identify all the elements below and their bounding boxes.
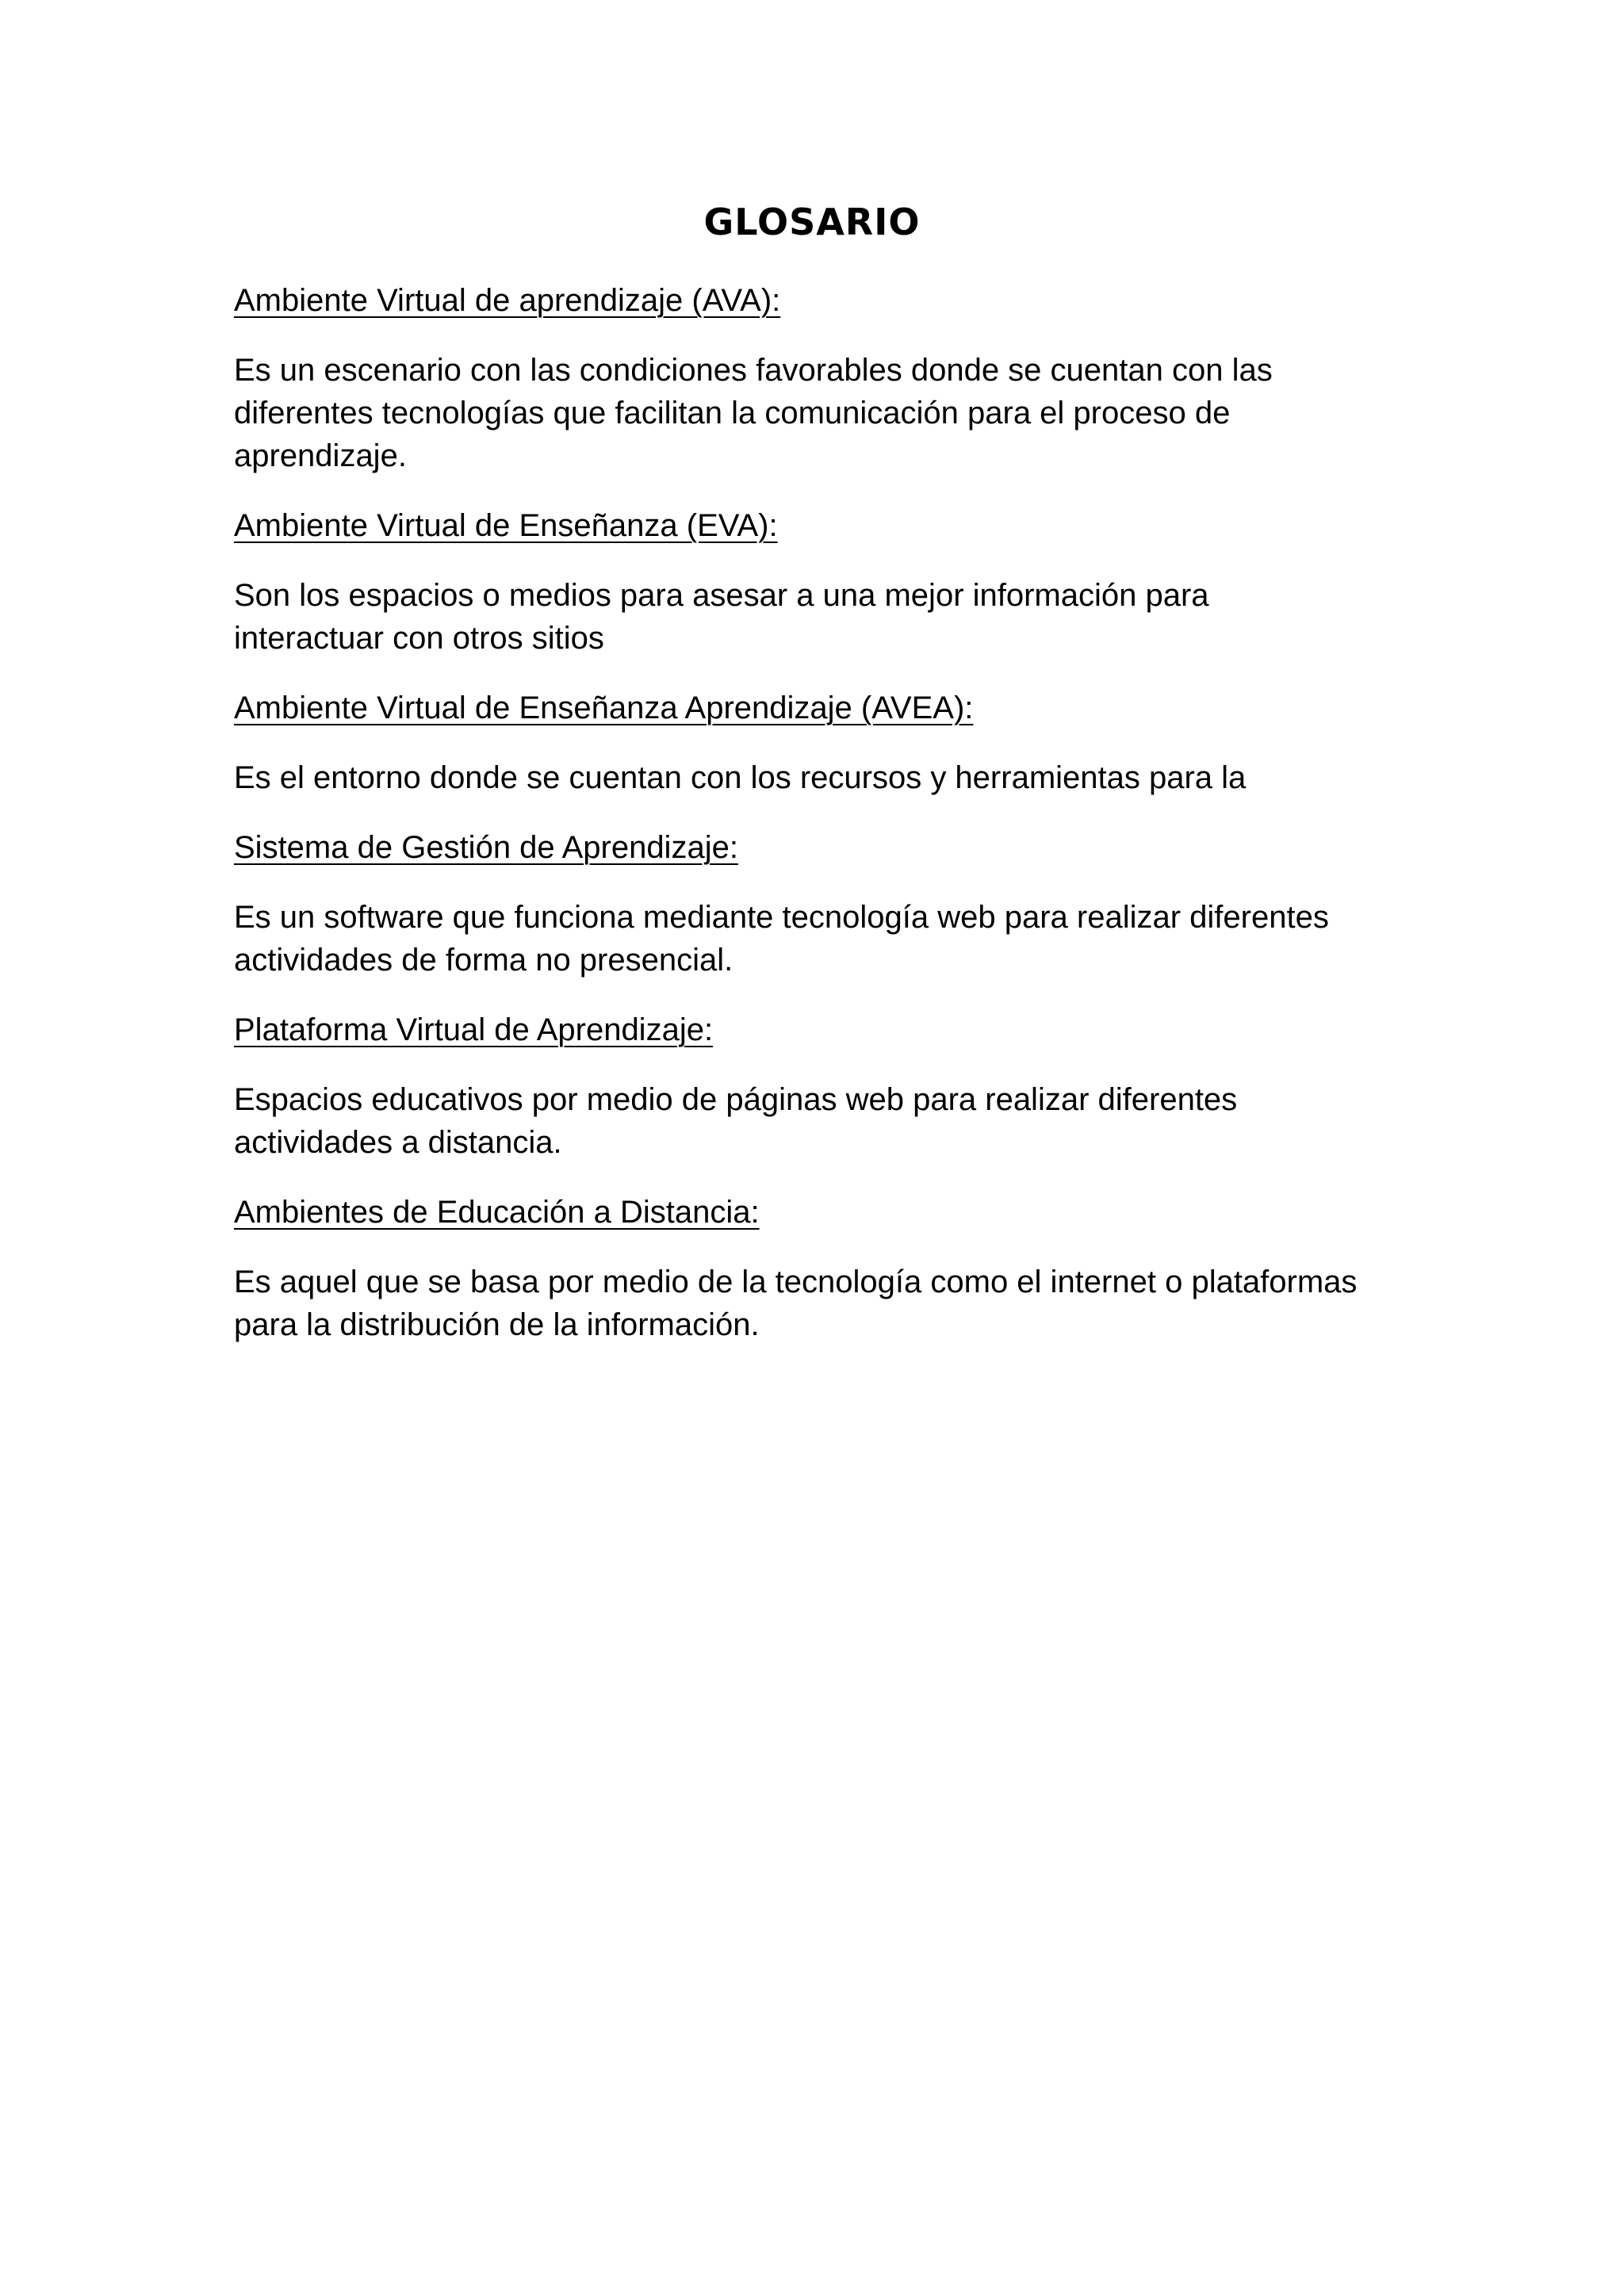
glossary-term: Sistema de Gestión de Aprendizaje: [234,830,738,865]
glossary-entry [234,504,1423,660]
definition-line: Es el entorno donde se cuentan con los recursos y herramientas para la [234,760,1247,795]
glossary-definition [234,896,1423,982]
definition-line: actividades a distancia. [234,1125,562,1160]
definition-line: aprendizaje. [234,438,407,473]
glossary-list [234,279,1423,1373]
definition-line: diferentes tecnologías que facilitan la comunicación para el proceso de [234,396,1231,430]
glossary-entry [234,279,1423,477]
page-title: GLOSARIO [703,201,921,243]
glossary-term: Plataforma Virtual de Aprendizaje: [234,1012,714,1047]
glossary-definition [234,1261,1423,1346]
glossary-term: Ambiente Virtual de Enseñanza Aprendizaje (AVEA): [234,691,974,725]
glossary-entry [234,1008,1423,1164]
definition-line: Espacios educativos por medio de páginas web para realizar diferentes [234,1082,1238,1117]
definition-line: Es aquel que se basa por medio de la tecnología como el internet o plataformas [234,1265,1358,1299]
glossary-term: Ambiente Virtual de Enseñanza (EVA): [234,508,778,543]
definition-line: Son los espacios o medios para asesar a una mejor información para [234,578,1209,613]
glossary-definition [234,1078,1423,1164]
definition-line: para la distribución de la información. [234,1307,760,1342]
glossary-term: Ambientes de Educación a Distancia: [234,1195,760,1230]
definition-line: Es un software que funciona mediante tecnología web para realizar diferentes [234,900,1329,935]
glossary-entry [234,1191,1423,1346]
glossary-entry [234,826,1423,982]
definition-line: Es un escenario con las condiciones favorables donde se cuentan con las [234,353,1273,388]
glossary-entry [234,687,1423,799]
definition-line: actividades de forma no presencial. [234,943,733,978]
glossary-definition [234,756,1423,799]
glossary-definition [234,574,1423,660]
glossary-definition [234,349,1423,477]
glossary-term: Ambiente Virtual de aprendizaje (AVA): [234,283,781,318]
definition-line: interactuar con otros sitios [234,621,604,656]
